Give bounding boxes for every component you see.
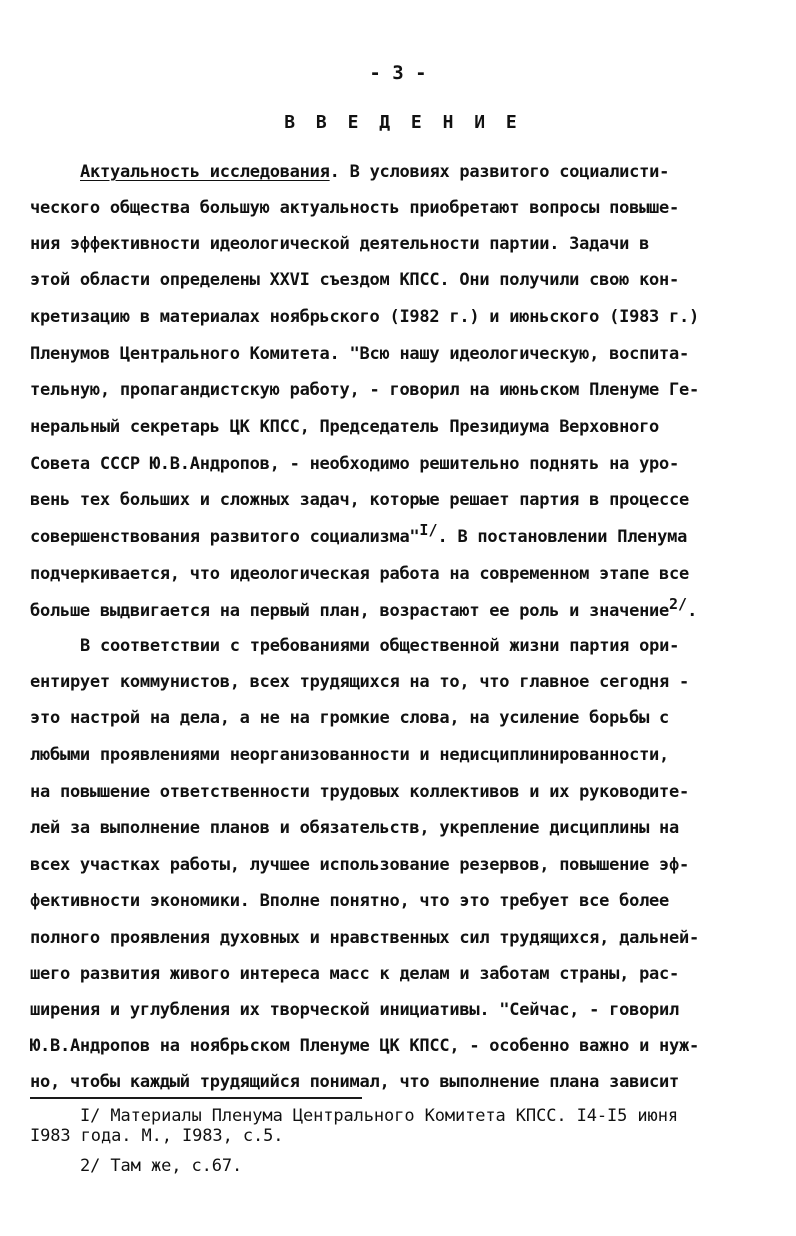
text-line: это настрой на дела, а не на громкие слова, на усиление борьбы с bbox=[30, 708, 670, 728]
text-line bbox=[30, 521, 770, 547]
footnote-line: 2/ Там же, с.67. bbox=[80, 1156, 243, 1176]
text-run: больше выдвигается на первый план, возрастают ее роль и значение bbox=[30, 601, 670, 621]
text-line: подчеркивается, что идеологическая работа на современном этапе все bbox=[30, 564, 690, 584]
text-line: В соответствии с требованиями общественной жизни партия ори- bbox=[80, 636, 680, 656]
text-line: фективности экономики. Вполне понятно, что это требует все более bbox=[30, 891, 670, 911]
text-line: но, чтобы каждый трудящийся понимал, что выполнение плана зависит bbox=[30, 1072, 680, 1092]
text-run: . В условиях развитого социалисти- bbox=[329, 162, 670, 182]
footnote-marker: 2/ bbox=[669, 595, 688, 613]
text-line: на повышение ответственности трудовых коллективов и их руководите- bbox=[30, 782, 690, 802]
text-line: ширения и углубления их творческой инициативы. "Сейчас, - говорил bbox=[30, 1000, 680, 1020]
text-line: вень тех больших и сложных задач, которые решает партия в процессе bbox=[30, 490, 690, 510]
text-line: ческого общества большую актуальность приобретают вопросы повыше- bbox=[30, 198, 680, 218]
text-run: . bbox=[687, 601, 698, 621]
text-line: кретизацию в материалах ноябрьского (I982 г.) и июньского (I983 г.) bbox=[30, 307, 699, 327]
text-line: Совета СССР Ю.В.Андропов, - необходимо решительно поднять на уро- bbox=[30, 454, 680, 474]
text-line: лей за выполнение планов и обязательств, укрепление дисциплины на bbox=[30, 818, 680, 838]
footnote-divider bbox=[30, 1097, 362, 1099]
text-line: шего развития живого интереса масс к делам и заботам страны, рас- bbox=[30, 964, 680, 984]
text-line: неральный секретарь ЦК КПСС, Председатель Президиума Верховного bbox=[30, 417, 660, 437]
text-line: тельную, пропагандистскую работу, - говорил на июньском Пленуме Ге- bbox=[30, 380, 699, 400]
topic-heading: Актуальность исследования bbox=[80, 162, 330, 182]
text-line: Пленумов Центрального Комитета. "Всю нашу идеологическую, воспита- bbox=[30, 344, 690, 364]
text-line bbox=[30, 595, 770, 621]
footnote-line: I/ Материалы Пленума Центрального Комитета КПСС. I4-I5 июня bbox=[80, 1106, 678, 1126]
text-line: Ю.В.Андропов на ноябрьском Пленуме ЦК КПСС, - особенно важно и нуж- bbox=[30, 1036, 699, 1056]
text-line bbox=[80, 162, 770, 182]
text-line: любыми проявлениями неорганизованности и недисциплинированности, bbox=[30, 745, 670, 765]
footnote-marker: I/ bbox=[419, 521, 438, 539]
page-number: - 3 - bbox=[369, 62, 427, 84]
section-heading: В В Е Д Е Н И Е bbox=[284, 112, 522, 133]
footnote-line: I983 года. М., I983, с.5. bbox=[30, 1126, 284, 1146]
text-line: ентирует коммунистов, всех трудящихся на то, что главное сегодня - bbox=[30, 672, 690, 692]
text-line: полного проявления духовных и нравственных сил трудящихся, дальней- bbox=[30, 928, 699, 948]
text-line: ния эффективности идеологической деятельности партии. Задачи в bbox=[30, 234, 650, 254]
text-line: всех участках работы, лучшее использование резервов, повышение эф- bbox=[30, 855, 690, 875]
text-line: этой области определены XXVI съездом КПСС. Они получили свою кон- bbox=[30, 270, 680, 290]
text-run: . В постановлении Пленума bbox=[437, 527, 688, 547]
text-run: совершенствования развитого социализма" bbox=[30, 527, 420, 547]
